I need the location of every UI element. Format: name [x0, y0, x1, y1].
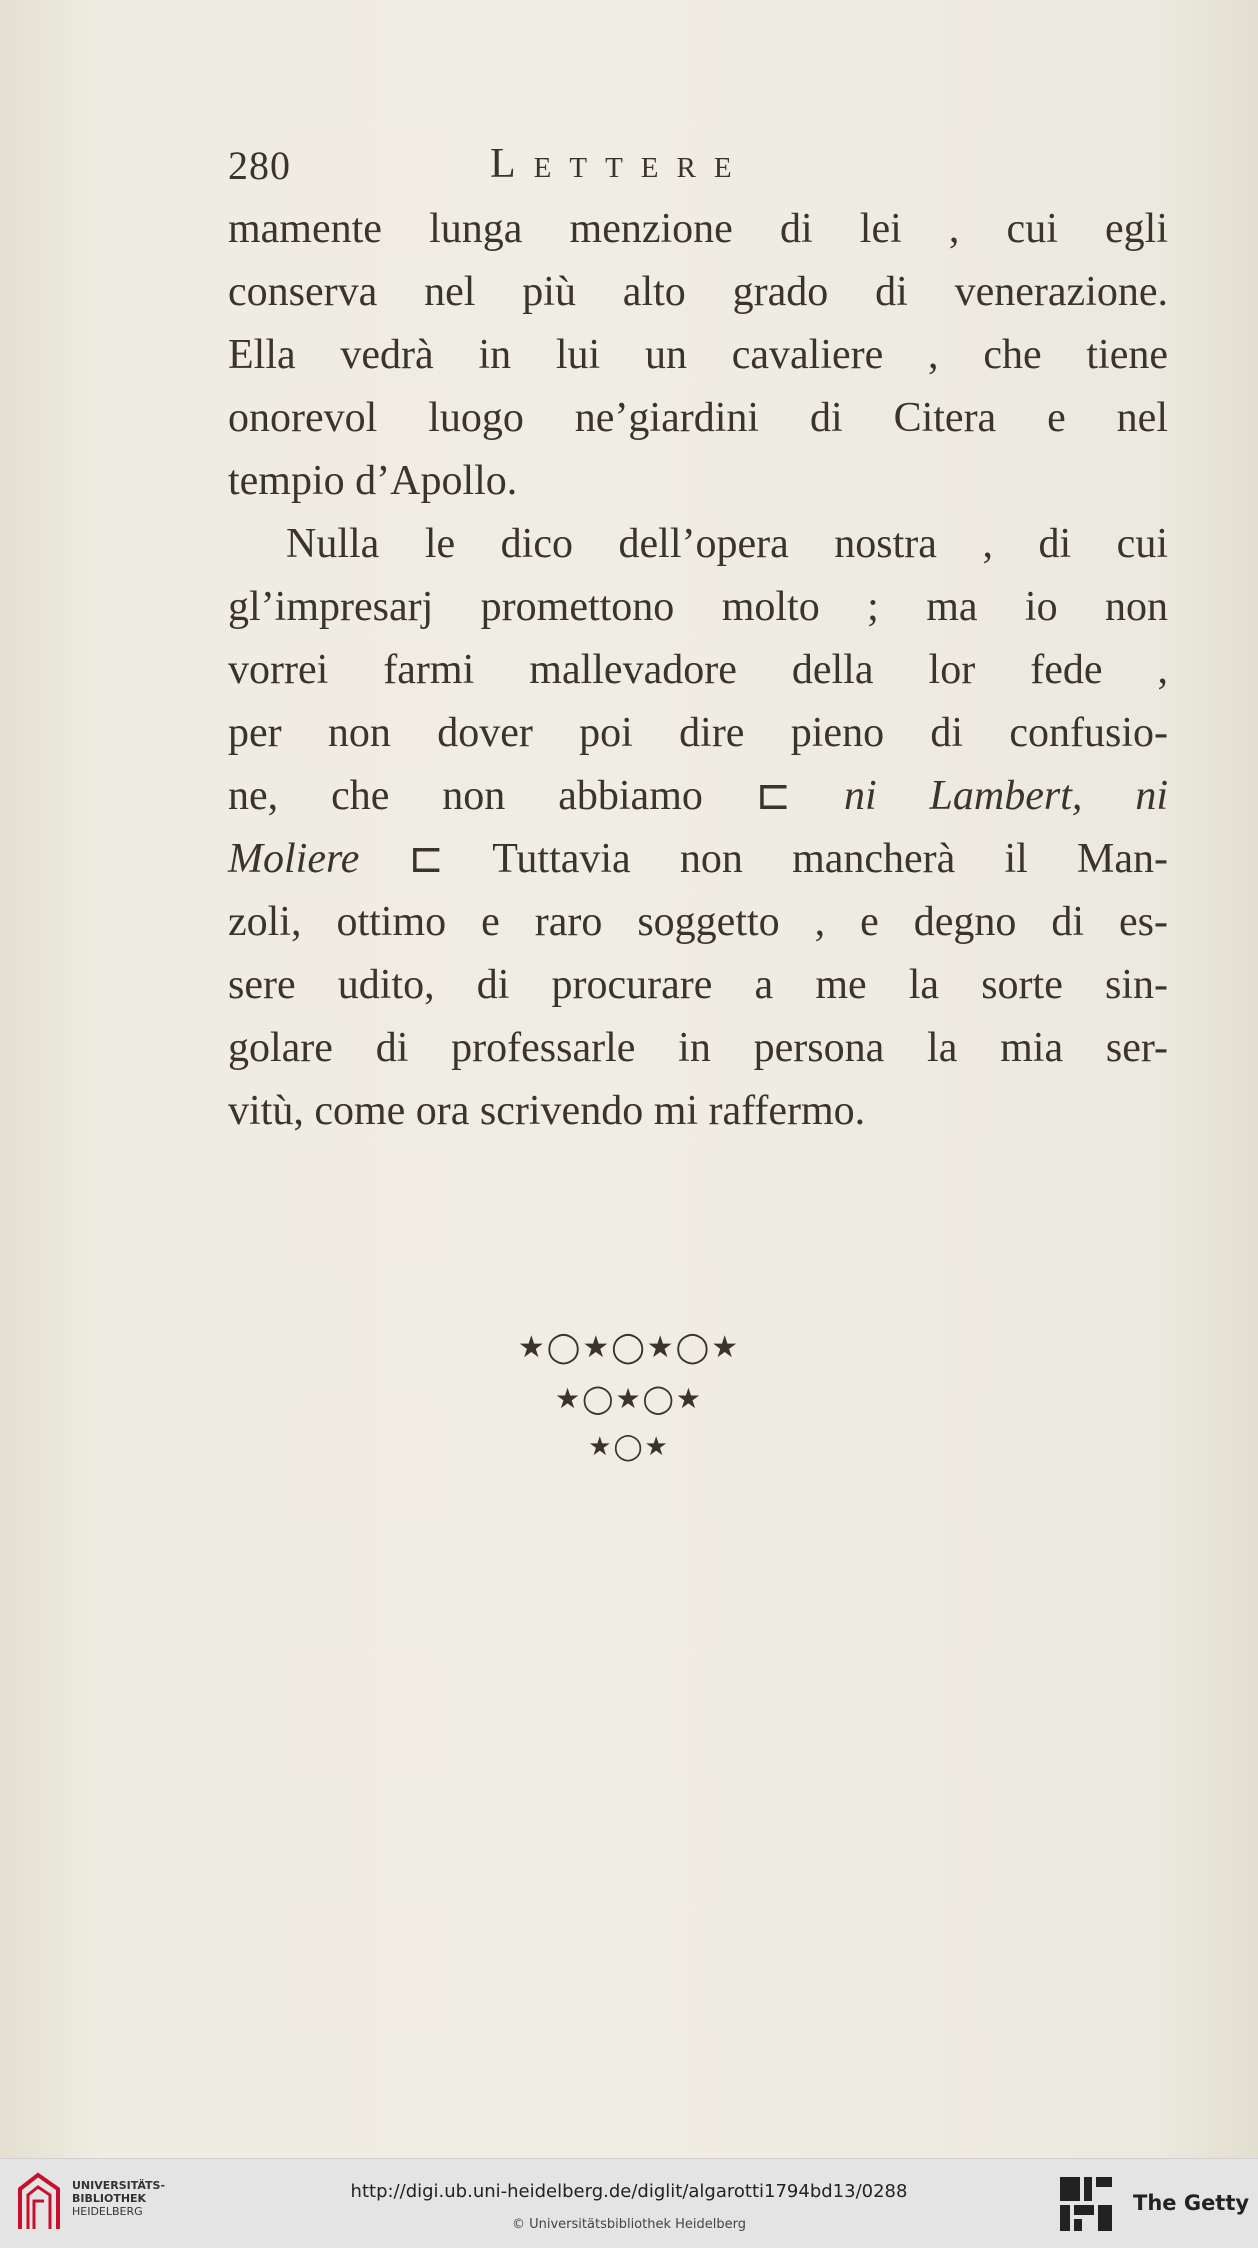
- text-line: zoli, ottimo e raro soggetto , e degno di es-: [228, 899, 1168, 945]
- letter-text: [228, 198, 1168, 1143]
- text-line: gl’impresarj promettono molto ; ma io non: [228, 584, 1168, 630]
- text-line: vorrei farmi mallevadore della lor fede ,: [228, 647, 1168, 693]
- page-number: 280: [228, 143, 291, 188]
- library-name: UNIVERSITÄTS- BIBLIOTHEK HEIDELBERG: [72, 2179, 166, 2218]
- text-line-with-italic: [228, 765, 1168, 828]
- viewer-footer: [0, 2158, 1258, 2248]
- partner-name: The Getty: [1133, 2191, 1250, 2215]
- italic-phrase: ni Lambert, ni: [843, 773, 1168, 819]
- ornament-row: ★◯★◯★◯★: [517, 1330, 741, 1365]
- text-line: per non dover poi dire pieno di confusio-: [228, 710, 1168, 756]
- text-line: Ella vedrà in lui un cavaliere , che tiene: [228, 332, 1168, 378]
- text-line: golare di professarle in persona la mia ser-: [228, 1025, 1168, 1071]
- text-line: conserva nel più alto grado di venerazione.: [228, 269, 1168, 315]
- quote-mark: ⊏: [755, 773, 791, 819]
- getty-logo-icon: [1058, 2175, 1114, 2233]
- running-title: Lettere: [490, 141, 750, 187]
- text-line: tempio d’Apollo.: [228, 458, 518, 504]
- copyright-notice: © Universitätsbibliothek Heidelberg: [511, 2217, 746, 2232]
- italic-name: Moliere: [228, 836, 360, 882]
- running-head: [228, 138, 928, 198]
- text-line: sere udito, di procurare a me la sorte sin-: [228, 962, 1168, 1008]
- permalink-url[interactable]: http://digi.ub.uni-heidelberg.de/diglit/algarotti1794bd13/0288: [350, 2181, 908, 2202]
- text-line: onorevol luogo ne’giardini di Citera e nel: [228, 395, 1168, 441]
- text-line-with-italic: [228, 828, 1168, 891]
- text-line: Nulla le dico dell’opera nostra , di cui: [286, 521, 1168, 567]
- line-text: Tuttavia non mancherà il Man-: [492, 836, 1168, 882]
- line-text: ne, che non abbiamo: [228, 773, 703, 819]
- ornament-row: ★◯★: [588, 1432, 670, 1462]
- text-line: vitù, come ora scrivendo mi raffermo.: [228, 1088, 866, 1134]
- ornament-row: ★◯★◯★: [555, 1382, 703, 1415]
- text-line: mamente lunga menzione di lei , cui egli: [228, 206, 1168, 252]
- quote-mark: ⊏: [408, 836, 444, 882]
